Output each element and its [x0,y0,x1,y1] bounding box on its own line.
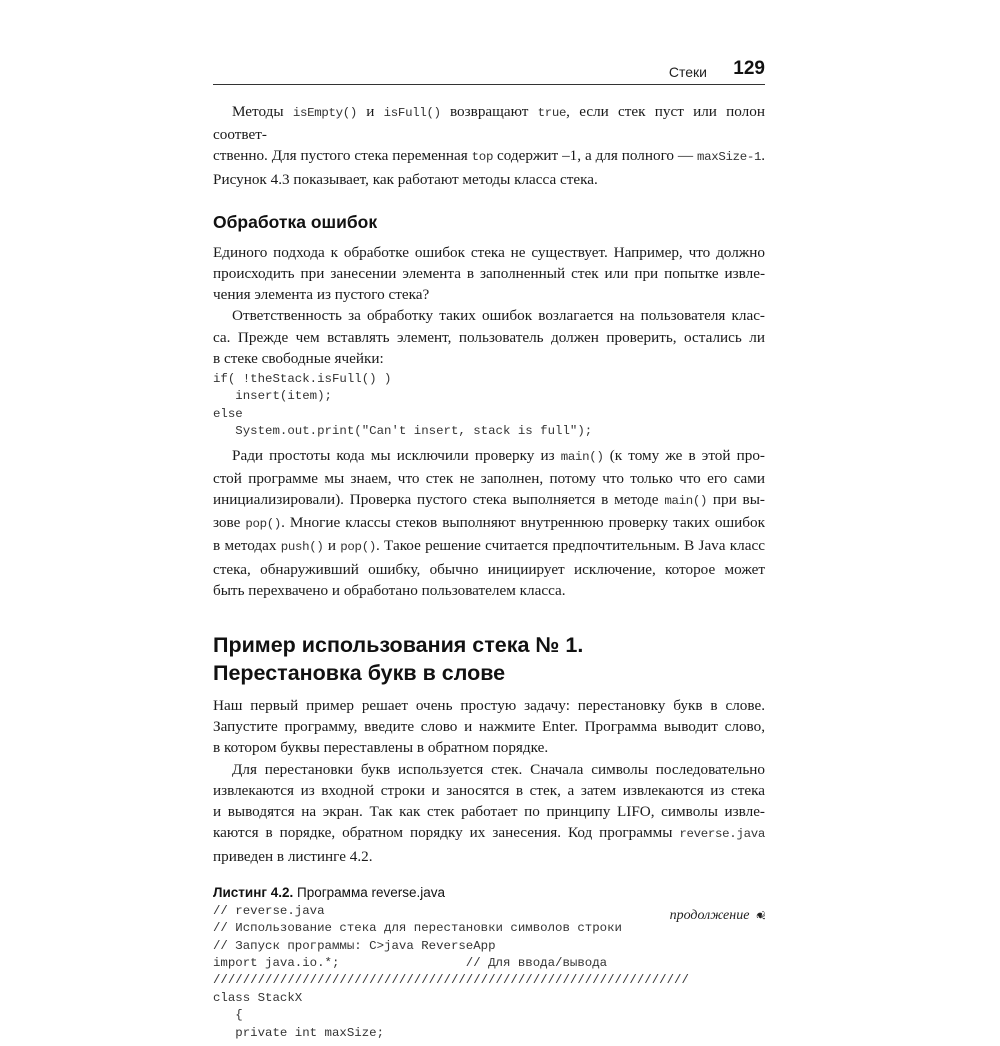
inline-code: maxSize-1 [696,150,762,165]
text-run: чения элемента из пустого стека? [213,286,430,304]
text-run: . Такое решение считается предпочтительным. В Java класс [375,537,765,555]
text-run: Ответственность за обработку таких ошибок возлагается на пользователя клас- [232,307,765,325]
continued-marker [669,908,768,924]
text-run: Рисунок 4.3 показывает, как работают методы класса стека. [213,170,598,188]
text-line [213,512,765,535]
inline-code: pop() [340,540,376,555]
text-run: Единого подхода к обработке ошибок стека не существует. Например, что должно [213,243,765,261]
text-run: и [323,537,341,555]
errors-paragraph-2 [213,305,765,369]
text-line [213,737,765,758]
text-line [213,846,765,867]
text-run: , если стек пуст или полон соответ- [213,103,765,144]
text-run: извлекаются из входной строки и заносятся в стек, а затем извлекаются из стека [213,781,765,799]
section-heading-example [213,631,765,687]
text-run: зове [213,514,246,532]
text-line [213,759,765,780]
text-line [213,822,765,845]
inline-code: main() [560,449,604,464]
text-run: ственно. Для пустого стека переменная [213,147,472,165]
text-line [213,489,765,512]
text-run: Методы [232,103,293,120]
page-number: 129 [733,58,765,79]
text-line [213,169,765,190]
text-run: . [761,147,765,165]
section-heading-example-line1: Пример использования стека № 1. [213,633,584,658]
intro-paragraph [213,101,765,190]
inline-code: main() [664,494,708,509]
text-run: стека, обнаруживший ошибку, обычно инициирует исключение, которое может [213,560,765,578]
text-run: инициализировали). Проверка пустого стека выполняется в методе [213,491,665,509]
text-run: быть перехвачено и обработано пользователем класса. [213,581,566,599]
text-run: каются в порядке, обратном порядку их занесения. Код программы [213,824,680,842]
page-content [213,101,768,1046]
text-run: в котором буквы переставлены в обратном порядке. [213,739,549,757]
text-line [213,716,765,737]
text-run: при вы- [707,491,765,509]
inline-code: reverse.java [679,827,765,842]
continued-text: продолжение [669,908,750,923]
text-run: и выводятся на экран. Так как стек работает по принципу LIFO, символы извле- [213,803,765,821]
text-line [213,445,765,468]
errors-paragraph-1 [213,242,765,306]
text-line [213,559,765,580]
text-run: в методах [213,537,281,555]
inline-code: isFull() [383,106,441,120]
text-line [213,468,765,489]
listing-caption [213,885,765,900]
inline-code: true [537,106,567,120]
section-heading-example-line2: Перестановка букв в слове [213,661,506,686]
listing-code: // reverse.java // Использование стека для перестановки символов строки // Запуск программы: C>java ReverseApp import java.io.*; // Для ввода/вывода //////////////////////////////////////////////////////////////// class StackX { private int maxSize; [213,903,689,1040]
text-run: содержит –1, а для полного — [493,147,697,165]
example-paragraph-2 [213,759,765,867]
listing-title: Программа reverse.java [293,884,446,900]
text-run: (к тому же в этой про- [603,446,765,464]
text-run: Ради простоты кода мы исключили проверку из [232,446,561,464]
running-head-section: Стеки [668,64,707,80]
text-line [213,284,765,305]
text-run: Наш первый пример решает очень простую задачу: перестановку букв в слове. [213,697,765,715]
text-run: и [357,103,384,120]
text-line [213,263,765,284]
code-snippet-isfull-check: if( !theStack.isFull() ) insert(item); else System.out.print("Can't insert, stack is full"); [213,372,593,439]
text-line [213,780,765,801]
text-line [213,580,765,601]
text-line [213,101,765,145]
text-line [213,242,765,263]
inline-code: pop() [245,517,282,532]
text-run: происходить при занесении элемента в заполненный стек или при попытке извле- [213,265,765,283]
text-run: Запустите программу, введите слово и нажмите Enter. Программа выводит слово, [213,718,765,736]
text-run: возвращают [440,103,538,120]
text-line [213,305,765,326]
text-line [213,327,765,348]
inline-code: top [471,150,494,165]
text-line [213,348,765,369]
text-line [213,695,765,716]
text-run: в стеке свободные ячейки: [213,349,384,367]
errors-paragraph-3 [213,445,765,601]
example-paragraph-1 [213,695,765,759]
inline-code: isEmpty() [292,106,358,120]
text-run: стой программе мы знаем, что стек не заполнен, потому что только что его сами [213,469,765,487]
section-heading-errors: Обработка ошибок [213,211,378,232]
text-run: приведен в листинге 4.2. [213,847,373,865]
text-run: . Многие классы стеков выполняют внутреннюю проверку таких ошибок [281,514,766,532]
listing-label: Листинг 4.2. [213,884,294,900]
running-head [213,58,765,85]
text-line [213,535,765,558]
text-run: Для перестановки букв используется стек. Сначала символы последовательно [232,760,765,778]
text-line [213,145,765,168]
inline-code: push() [280,540,324,555]
text-line [213,801,765,822]
leaf-arrow-icon: ❦ [753,910,768,921]
text-run: са. Прежде чем вставлять элемент, пользователь должен проверить, остались ли [213,328,765,346]
